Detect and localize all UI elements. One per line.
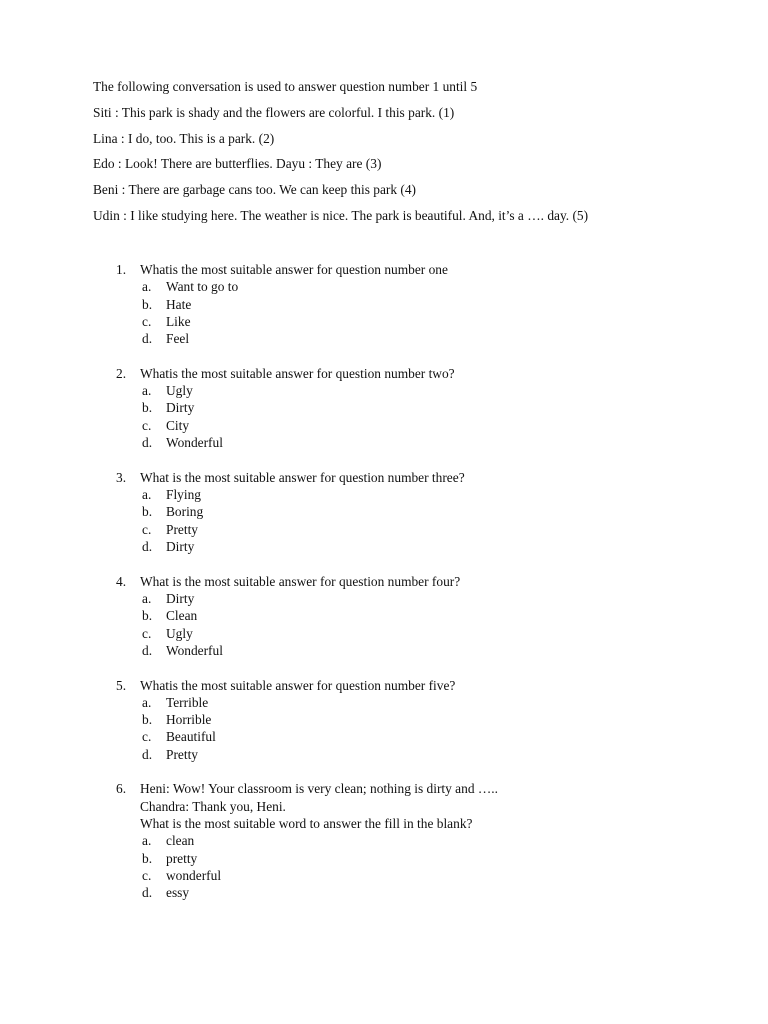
option-list [116,486,716,555]
option-text: Clean [166,608,198,624]
question-number: 4. [116,573,127,589]
question-dialogue-reply: Chandra: Thank you, Heni. [140,798,286,814]
option-b [142,607,716,624]
dialogue-line-udin: Udin : I like studying here. The weather is nice. The park is beautiful. And, it’s a …. day. (5) [93,207,589,223]
question-text: What is the most suitable answer for question number three? [140,469,465,485]
option-text: Pretty [166,521,198,537]
option-text: Pretty [166,746,198,762]
option-c [142,625,716,642]
option-text: clean [166,833,195,849]
option-letter: d. [142,331,153,347]
option-text: Ugly [166,383,193,399]
option-text: Boring [166,504,204,520]
question-list [116,261,716,919]
option-letter: d. [142,885,153,901]
option-text: Hate [166,296,192,312]
option-letter: c. [142,625,152,641]
option-letter: c. [142,521,152,537]
option-list [116,590,716,659]
option-d [142,746,716,763]
option-text: Dirty [166,590,195,606]
option-list [116,832,716,901]
option-d [142,884,716,901]
question-number: 6. [116,781,127,797]
option-letter: c. [142,313,152,329]
dialogue-line-edo-dayu: Edo : Look! There are butterflies. Dayu : They are (3) [93,156,382,172]
question-5 [116,677,716,763]
option-a [142,590,716,607]
option-letter: a. [142,833,152,849]
option-c [142,417,716,434]
conversation-intro [93,78,733,233]
question-text: What is the most suitable answer for question number four? [140,573,461,589]
option-text: Ugly [166,625,193,641]
option-c [142,313,716,330]
option-text: wonderful [166,867,222,883]
option-b [142,503,716,520]
dialogue-line-beni: Beni : There are garbage cans too. We can keep this park (4) [93,182,417,198]
option-list [116,278,716,347]
option-text: Dirty [166,400,195,416]
option-letter: b. [142,400,153,416]
question-number: 5. [116,677,127,693]
option-a [142,382,716,399]
option-text: Like [166,313,191,329]
option-text: Beautiful [166,729,216,745]
option-letter: a. [142,487,152,503]
question-2 [116,365,716,451]
option-c [142,867,716,884]
option-letter: a. [142,383,152,399]
option-a [142,694,716,711]
question-text: Whatis the most suitable answer for question number one [140,262,448,277]
option-d [142,434,716,451]
question-number: 3. [116,469,127,485]
option-c [142,521,716,538]
intro-heading: The following conversation is used to answer question number 1 until 5 [93,79,478,94]
option-text: Wonderful [166,435,223,451]
option-letter: c. [142,867,152,883]
option-text: essy [166,885,190,901]
question-text: Heni: Wow! Your classroom is very clean; nothing is dirty and ….. [140,781,498,797]
question-number: 2. [116,365,127,381]
option-letter: b. [142,296,153,312]
option-text: pretty [166,850,198,866]
option-letter: c. [142,417,152,433]
question-3 [116,469,716,555]
option-letter: b. [142,850,153,866]
question-6 [116,780,716,901]
option-a [142,486,716,503]
option-a [142,832,716,849]
option-letter: d. [142,642,153,658]
option-letter: b. [142,608,153,624]
option-letter: a. [142,279,152,295]
option-d [142,330,716,347]
option-text: Dirty [166,538,195,554]
question-prompt: What is the most suitable word to answer the fill in the blank? [140,815,473,831]
option-text: Horrible [166,712,212,728]
option-list [116,694,716,763]
option-letter: d. [142,435,153,451]
question-4 [116,573,716,659]
option-text: City [166,417,190,433]
question-1 [116,261,716,347]
option-b [142,850,716,867]
option-text: Feel [166,331,190,347]
option-b [142,399,716,416]
question-text: Whatis the most suitable answer for question number two? [140,365,455,381]
option-letter: a. [142,590,152,606]
option-b [142,296,716,313]
option-letter: b. [142,504,153,520]
dialogue-line-siti: Siti : This park is shady and the flowers are colorful. I this park. (1) [93,104,455,120]
question-number: 1. [116,262,127,277]
option-text: Terrible [166,694,209,710]
option-letter: a. [142,694,152,710]
option-d [142,538,716,555]
option-text: Wonderful [166,642,223,658]
dialogue-line-lina: Lina : I do, too. This is a park. (2) [93,130,275,146]
option-text: Flying [166,487,201,503]
option-d [142,642,716,659]
option-letter: c. [142,729,152,745]
option-letter: b. [142,712,153,728]
option-text: Want to go to [166,279,239,295]
option-b [142,711,716,728]
option-letter: d. [142,538,153,554]
option-a [142,278,716,295]
option-list [116,382,716,451]
question-text: Whatis the most suitable answer for question number five? [140,677,456,693]
option-c [142,728,716,745]
option-letter: d. [142,746,153,762]
